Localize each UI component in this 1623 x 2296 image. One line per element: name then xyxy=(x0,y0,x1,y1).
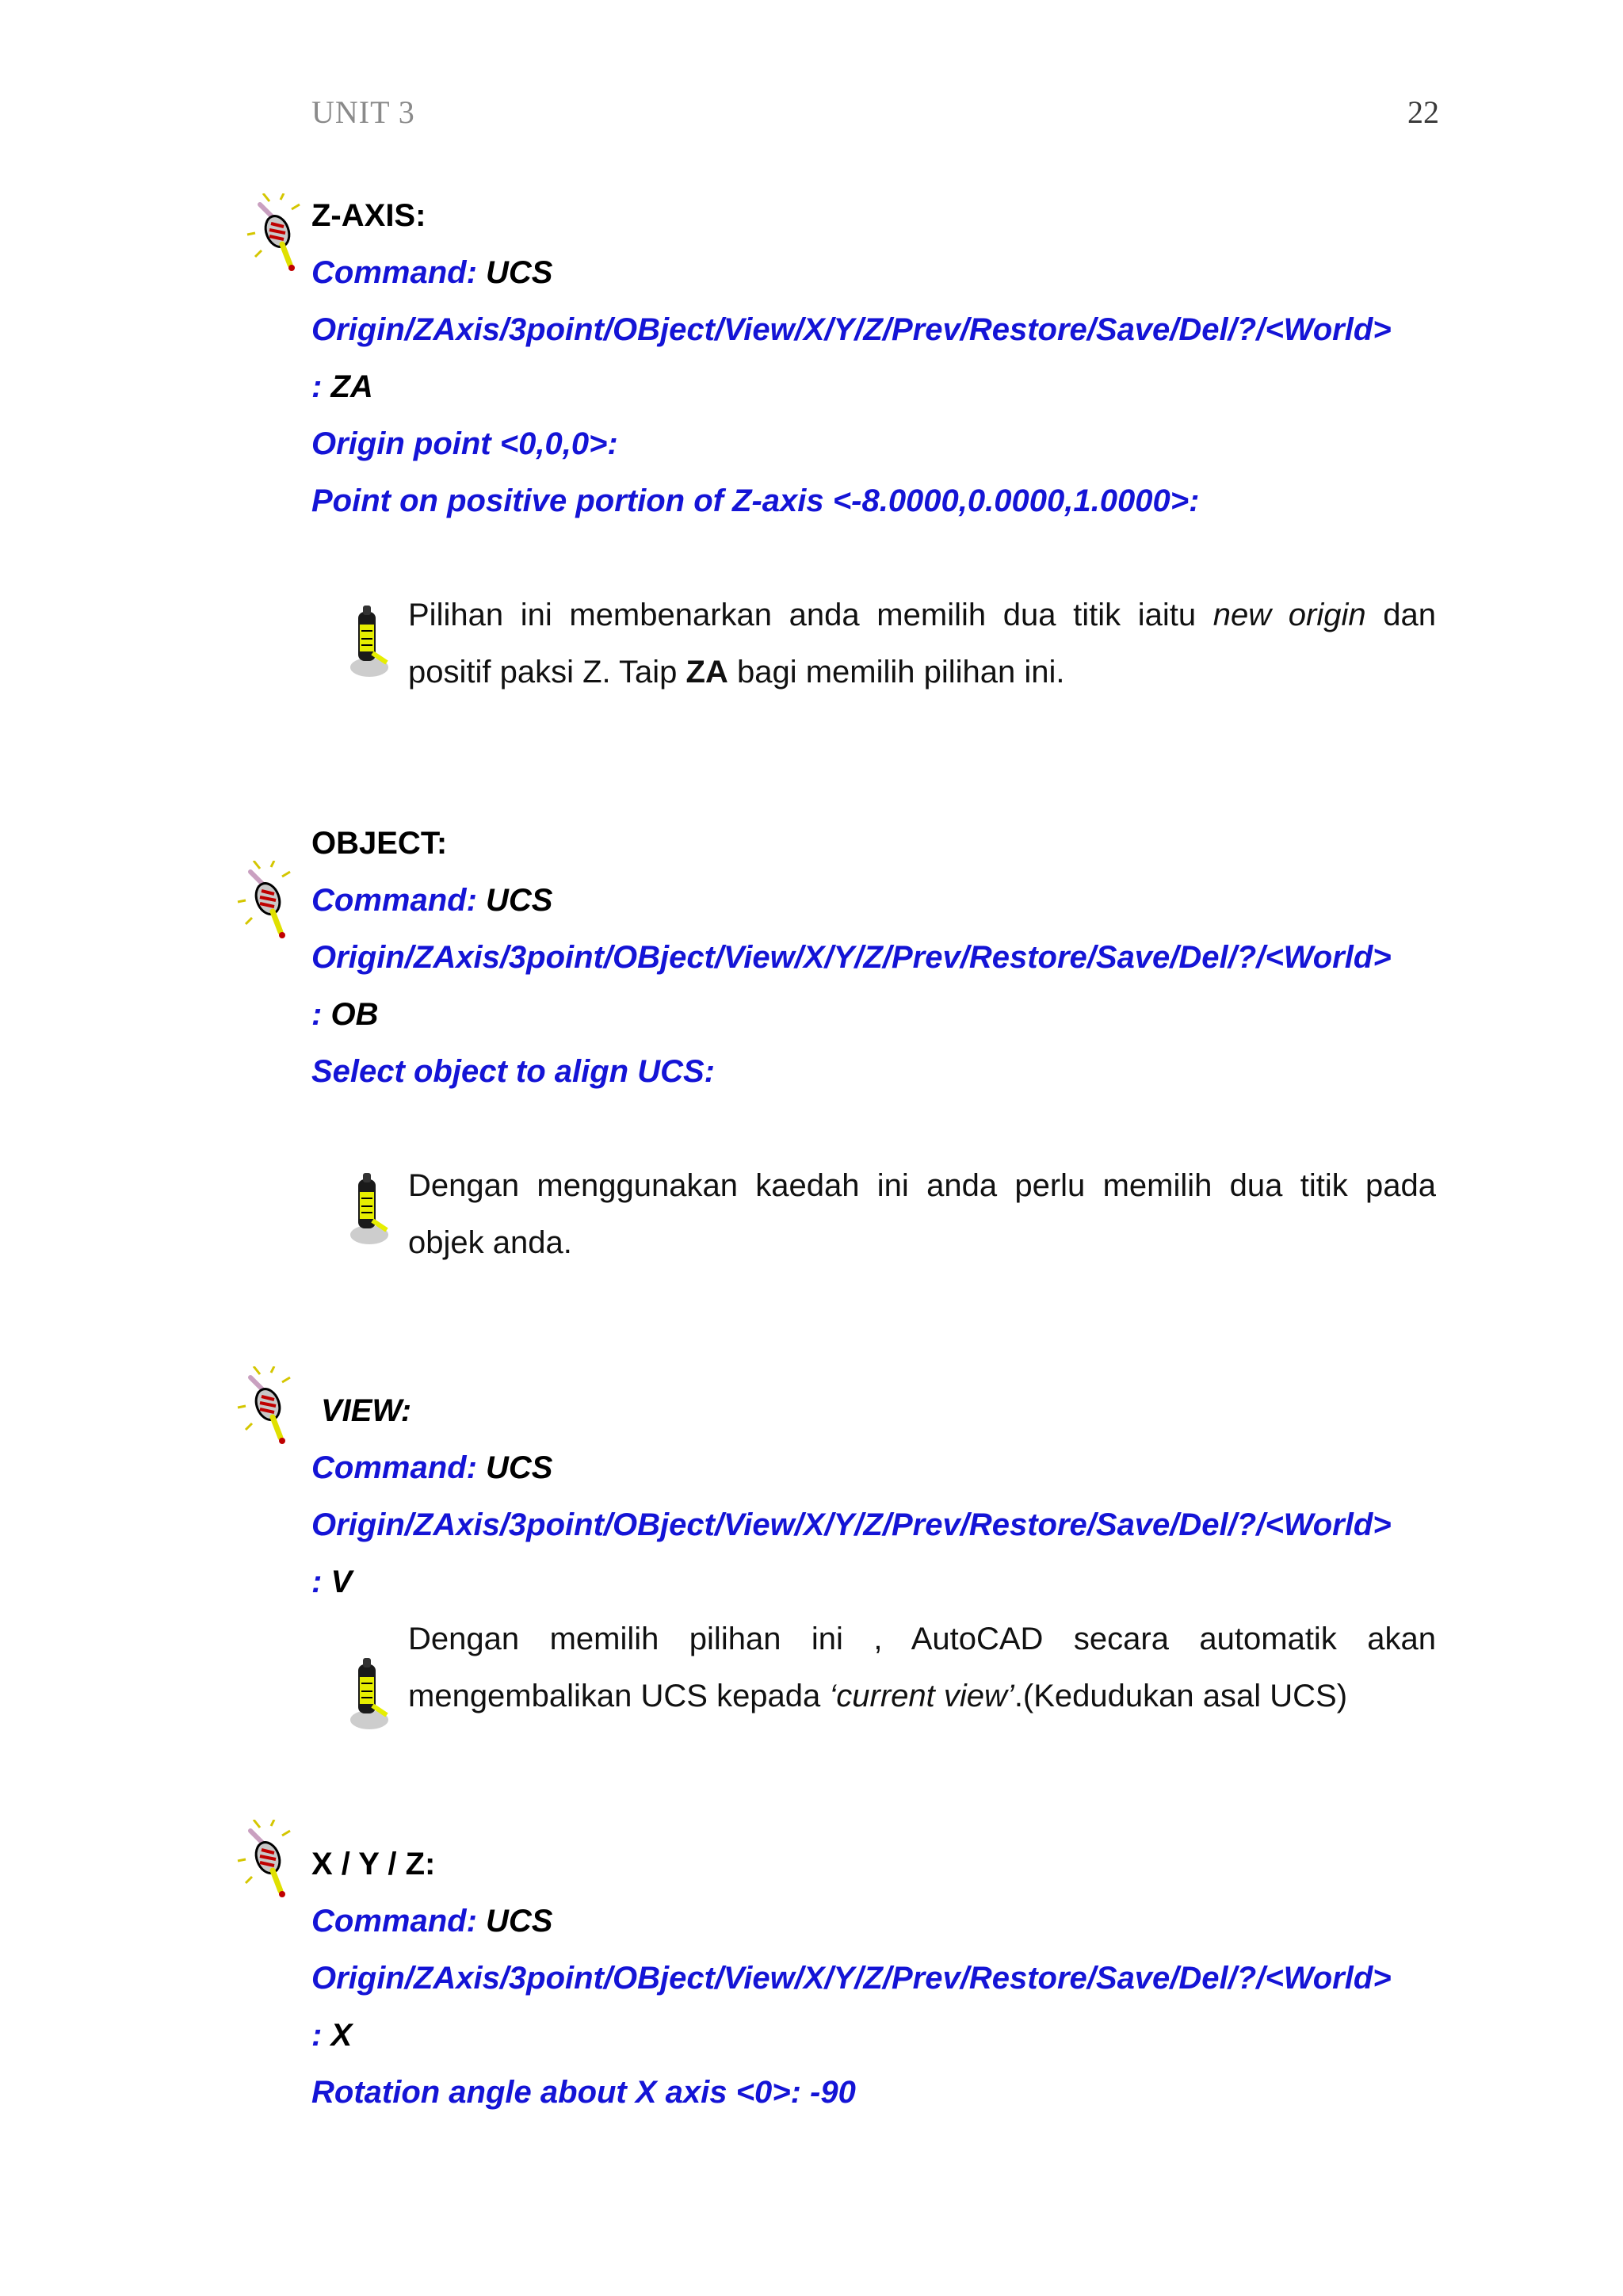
command-line xyxy=(311,257,552,288)
pencil-icon xyxy=(341,601,396,680)
note-text: bagi memilih pilihan ini. xyxy=(727,655,1065,690)
bug-icon xyxy=(236,1366,304,1446)
note-text: Pilihan ini membenarkan anda memilih dua titik iaitu xyxy=(408,598,1213,632)
command-value: UCS xyxy=(486,1904,553,1939)
prompt-line: Rotation angle about X axis <0>: -90 xyxy=(311,2075,856,2110)
prompt-line: Origin point <0,0,0>: xyxy=(311,426,618,461)
command-label: Command: xyxy=(311,1904,477,1939)
answer-line xyxy=(311,1566,352,1598)
command-line xyxy=(311,1905,552,1937)
prompt-line: Select object to align UCS: xyxy=(311,1054,715,1089)
bug-icon xyxy=(236,1820,304,1899)
answer-value: V xyxy=(330,1564,353,1599)
answer-colon: : xyxy=(311,369,323,404)
prompt-line: Point on positive portion of Z-axis <-8.0000,0.0000,1.0000>: xyxy=(311,483,1200,518)
answer-value: X xyxy=(330,2018,353,2053)
note-paragraph: Dengan menggunakan kaedah ini anda perlu memilih dua titik pada objek anda. xyxy=(408,1168,1436,1260)
command-value: UCS xyxy=(486,255,553,290)
answer-line xyxy=(311,2019,352,2051)
options-line: Origin/ZAxis/3point/OBject/View/X/Y/Z/Prev/Restore/Save/Del/?/<World> xyxy=(311,1507,1392,1542)
note-text: .(Kedudukan asal UCS) xyxy=(1014,1679,1348,1713)
answer-colon: : xyxy=(311,1564,323,1599)
page-number: 22 xyxy=(1407,94,1439,130)
options-line: Origin/ZAxis/3point/OBject/View/X/Y/Z/Prev/Restore/Save/Del/?/<World> xyxy=(311,312,1392,347)
note-italic: ‘current view’ xyxy=(829,1679,1014,1713)
command-label: Command: xyxy=(311,1450,477,1485)
command-value: UCS xyxy=(486,1450,553,1485)
note-paragraph xyxy=(408,586,1436,701)
bug-icon xyxy=(246,193,314,273)
unit-header: UNIT 3 xyxy=(311,94,415,130)
note-italic: new origin xyxy=(1212,598,1366,632)
command-line xyxy=(311,884,552,916)
note-bold: ZA xyxy=(685,655,728,690)
pencil-icon xyxy=(341,1653,396,1733)
command-label: Command: xyxy=(311,883,477,918)
answer-value: OB xyxy=(330,997,379,1032)
answer-colon: : xyxy=(311,2018,323,2053)
answer-colon: : xyxy=(311,997,323,1032)
options-line: Origin/ZAxis/3point/OBject/View/X/Y/Z/Prev/Restore/Save/Del/?/<World> xyxy=(311,940,1392,975)
answer-line xyxy=(311,999,378,1030)
note-paragraph xyxy=(408,1610,1436,1725)
command-line xyxy=(311,1452,552,1484)
section-heading: X / Y / Z: xyxy=(311,1847,436,1881)
section-heading: Z-AXIS: xyxy=(311,198,426,233)
answer-line xyxy=(311,371,373,403)
pencil-icon xyxy=(341,1168,396,1247)
bug-icon xyxy=(236,861,304,940)
note-text: dan positif paksi Z. Taip xyxy=(408,598,1436,690)
section-heading: OBJECT: xyxy=(311,826,448,861)
section-heading: VIEW: xyxy=(321,1393,412,1428)
note-text: Dengan memilih pilihan ini , AutoCAD secara automatik akan mengembalikan UCS kepada xyxy=(408,1622,1436,1713)
answer-value: ZA xyxy=(330,369,373,404)
command-label: Command: xyxy=(311,255,477,290)
options-line: Origin/ZAxis/3point/OBject/View/X/Y/Z/Prev/Restore/Save/Del/?/<World> xyxy=(311,1961,1392,1996)
command-value: UCS xyxy=(486,883,553,918)
